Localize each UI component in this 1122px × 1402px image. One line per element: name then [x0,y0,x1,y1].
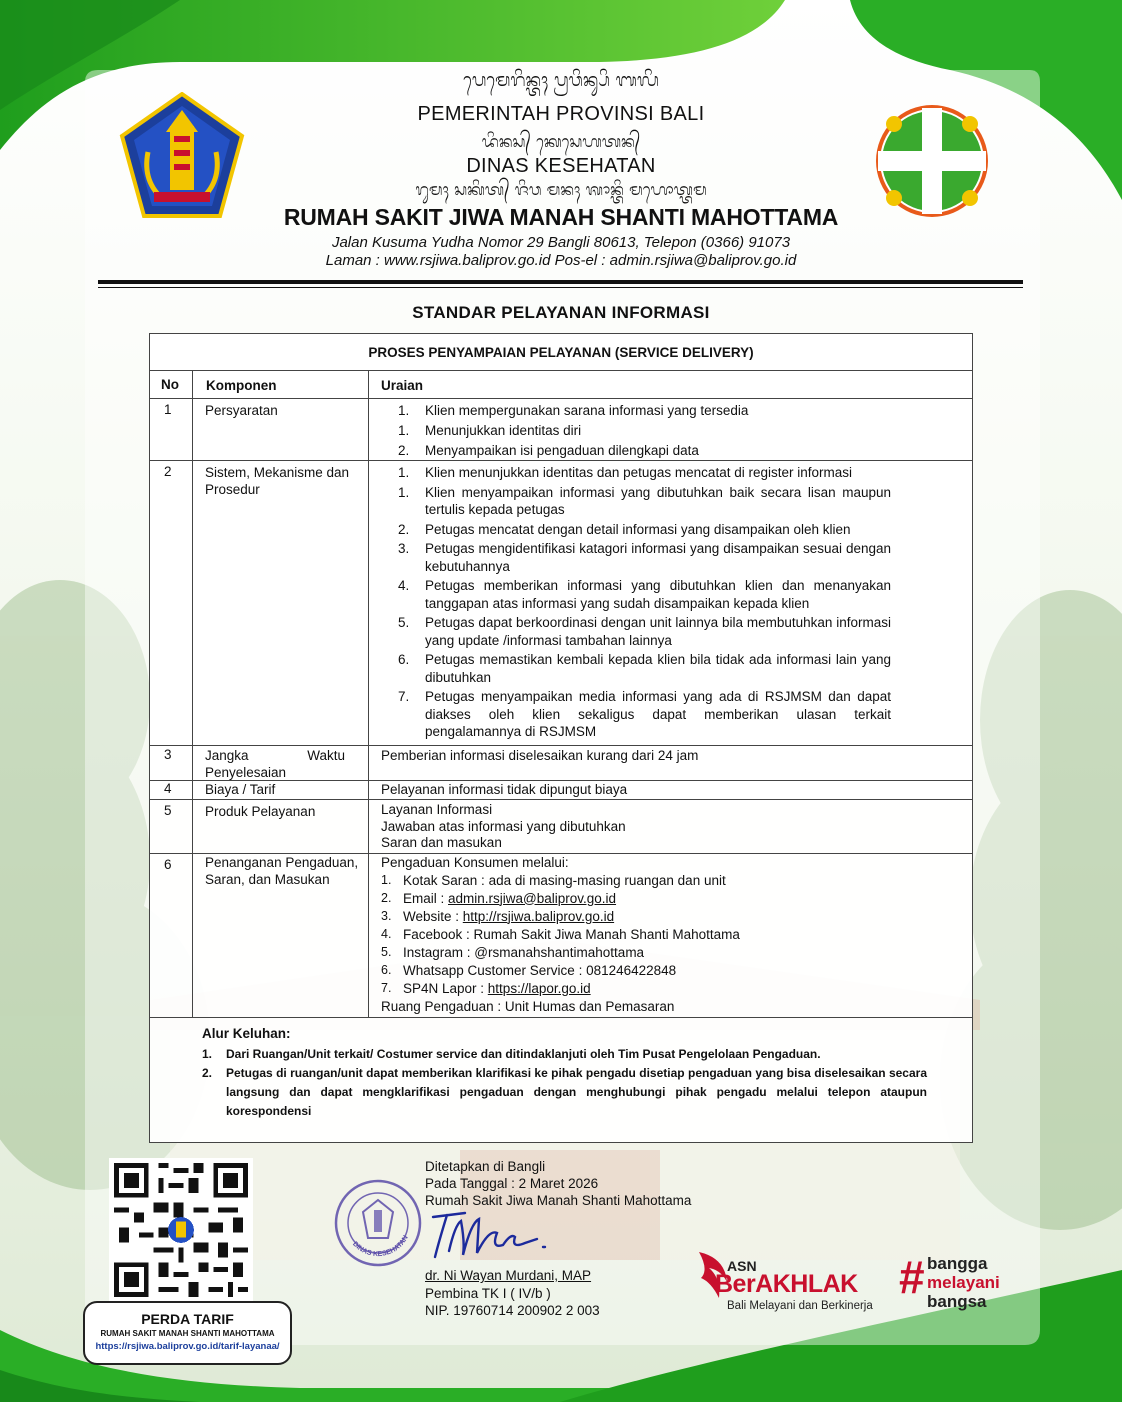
complaint-flow [202,1024,927,1121]
col-header-komponen: Komponen [206,378,277,393]
berakhlak-text: BerAKHLAK [715,1270,858,1298]
header-rule-thick [98,280,1023,284]
list-item: 7. Petugas menyampaikan media informasi yang ada di RSJMSM dan dapat diakses oleh klien sekaligus dapat memberikan ulasan terkait pengalamannya di RSJMSM [398,689,891,739]
product-line: Saran dan masukan [381,835,502,850]
signatory-nip: NIP. 19760714 200902 2 003 [425,1303,600,1318]
asn-tagline: Bali Melayani dan Berkinerja [727,1300,873,1312]
contact-item: 2. Email : admin.rsjiwa@baliprov.go.id [381,890,617,906]
row-uraian: Pemberian informasi diselesaikan kurang dari 24 jam [381,748,699,763]
product-line: Layanan Informasi [381,802,493,817]
perda-title: PERDA TARIF [141,1311,234,1327]
table-row [150,780,972,799]
row-komponen: Produk Pelayanan [205,804,316,819]
signatory-name: dr. Ni Wayan Murdani, MAP [425,1268,592,1283]
row-uraian: Pelayanan informasi tidak dipungut biaya [381,782,628,797]
row-komponen: Penanganan Pengaduan, Saran, dan Masukan [205,855,359,887]
row-uraian [381,854,891,1015]
perda-url-link[interactable]: https://rsjiwa.baliprov.go.id/tarif-layanaa/ [95,1341,280,1352]
list-item: 2. Menyampaikan isi pengaduan dilengkapi data [398,443,699,458]
list-item: 4. Petugas memberikan informasi yang dibutuhkan klien dan menanyakan tanggapan atas informasi yang sudah disampaikan kepada klien [398,578,891,611]
handwritten-signature-icon [425,1203,555,1263]
asn-berakhlak-logo [695,1246,1025,1318]
row-uraian [381,464,891,743]
website-email: Laman : www.rsjiwa.baliprov.go.id Pos-el : admin.rsjiwa@baliprov.go.id [325,252,797,269]
asn-text: ASN [727,1258,757,1274]
javanese-line-1: ᬧᬾᬫᬾᬭᬶᬦ᭄ᬢᬄ ᬧ᭄ᬭᬯᬶᬦ᭄ᬲᬶ ᬩᬮᬶ [463,70,659,91]
perda-tarif-box [83,1301,292,1365]
table-caption-row [150,334,972,370]
table-row [150,853,972,1017]
email-link[interactable]: admin.rsjiwa@baliprov.go.id [448,890,617,906]
lapor-link[interactable]: https://lapor.go.id [487,980,591,996]
bangga-melayani-bangsa: bangga melayani bangsa [927,1254,1000,1311]
list-item: 5. Petugas dapat berkoordinasi dengan unit lainnya bila membutuhkan informasi yang update /informasi tambahan lainnya [398,615,891,648]
table-row [150,398,972,460]
row-number: 5 [164,803,172,818]
contact-item: 1. Kotak Saran : ada di masing-masing ruangan dan unit [381,872,726,888]
signature-org: Rumah Sakit Jiwa Manah Shanti Mahottama [425,1193,692,1208]
table-row [150,460,972,745]
address: Jalan Kusuma Yudha Nomor 29 Bangli 80613, Telepon (0366) 91073 [331,234,791,251]
product-line: Jawaban atas informasi yang dibutuhkan [381,818,626,834]
hash-icon: # [899,1251,925,1303]
row-komponen: Biaya / Tarif [205,782,276,797]
flow-item: 1. Dari Ruangan/Unit terkait/ Costumer service dan ditindaklanjuti oleh Tim Pusat Pengelolaan Pengaduan. [202,1047,821,1061]
complaint-flow-section [150,1017,972,1142]
contact-item: 7. SP4N Lapor : https://lapor.go.id [381,980,591,996]
contact-item: 3. Website : http://rsjiwa.baliprov.go.id [381,908,615,924]
flow-item: 2. Petugas di ruangan/unit dapat memberikan klarifikasi ke pihak pengadu disetiap pengaduan yang bisa diselesaikan secara langsung dan dapat mengklarifikasi pengaduan dengan menghubungi pihak pengadu melalui telepon ataupun korespondensi [202,1066,927,1118]
signatory-rank: Pembina TK I ( IV/b ) [425,1286,551,1301]
row-komponen: Sistem, Mekanisme dan Prosedur [205,465,350,497]
row-number: 1 [164,402,172,417]
header-line-2: DINAS KESEHATAN [466,155,656,177]
col-header-uraian: Uraian [381,378,424,393]
svg-text:DINAS KESEHATAN: DINAS KESEHATAN [351,1234,410,1259]
qr-code-icon [109,1158,253,1302]
row-number: 3 [164,747,172,762]
row-number: 6 [164,857,172,872]
table-header-row [150,370,972,398]
list-item: 1. Menunjukkan identitas diri [398,423,582,438]
official-stamp-icon [333,1178,423,1268]
header-rule-thin [98,287,1023,288]
complaint-room: Ruang Pengaduan : Unit Humas dan Pemasaran [381,998,675,1014]
row-komponen: Jangka Waktu Penyelesaian [205,748,345,780]
row-komponen: Persyaratan [205,403,278,418]
row-uraian [381,802,891,852]
table-caption: PROSES PENYAMPAIAN PELAYANAN (SERVICE DELIVERY) [368,345,754,360]
col-header-no: No [161,377,179,392]
contact-item: 5. Instagram : @rsmanahshantimahottama [381,944,645,960]
list-item: 2. Petugas mencatat dengan detail informasi yang disampaikan oleh klien [398,521,851,537]
javanese-line-2: ᬤᬶᬦᬲ᭄ ᬓᬾᬲᬾᬳᬢᬦ᭄ [481,132,641,151]
service-standard-table [149,333,973,1143]
row-number: 2 [164,464,172,479]
complaint-intro: Pengaduan Konsumen melalui: [381,855,569,870]
javanese-line-3: ᬭᬸᬫᬄ ᬲᬓᬶᬢ᭄ ᬚᬶᬯ ᬫᬦᬄ ᬰᬵᬦ᭄ᬢᬶ ᬫᬳᭀᬢ᭄ᬢᬫ [415,180,707,199]
perda-subtitle: RUMAH SAKIT MANAH SHANTI MAHOTTAMA [100,1329,275,1338]
list-item: 1. Klien menunjukkan identitas dan petugas mencatat di register informasi [398,465,852,480]
document-title: STANDAR PELAYANAN INFORMASI [412,303,710,322]
signature-date: Pada Tanggal : 2 Maret 2026 [425,1176,599,1191]
list-item: 6. Petugas memastikan kembali kepada klien bila tidak ada informasi lain yang dibutuhkan [398,652,891,685]
contact-item: 4. Facebook : Rumah Sakit Jiwa Manah Shanti Mahottama [381,926,740,942]
row-number: 4 [164,781,172,796]
website-link[interactable]: http://rsjiwa.baliprov.go.id [462,908,615,924]
signature-place: Ditetapkan di Bangli [425,1159,546,1174]
list-item: 1. Klien menyampaikan informasi yang dibutuhkan baik secara lisan maupun tertulis kepada petugas [398,484,891,517]
contact-item: 6. Whatsapp Customer Service : 081246422848 [381,962,677,978]
table-row [150,745,972,780]
complaint-flow-title: Alur Keluhan: [202,1026,291,1041]
hospital-name: RUMAH SAKIT JIWA MANAH SHANTI MAHOTTAMA [283,204,839,230]
row-uraian [381,402,891,461]
list-item: 1. Klien mempergunakan sarana informasi yang tersedia [398,403,749,418]
header-line-1: PEMERINTAH PROVINSI BALI [417,103,705,125]
table-row [150,799,972,853]
list-item: 3. Petugas mengidentifikasi katagori informasi yang disampaikan sesuai dengan kebutuhannya [398,541,891,574]
